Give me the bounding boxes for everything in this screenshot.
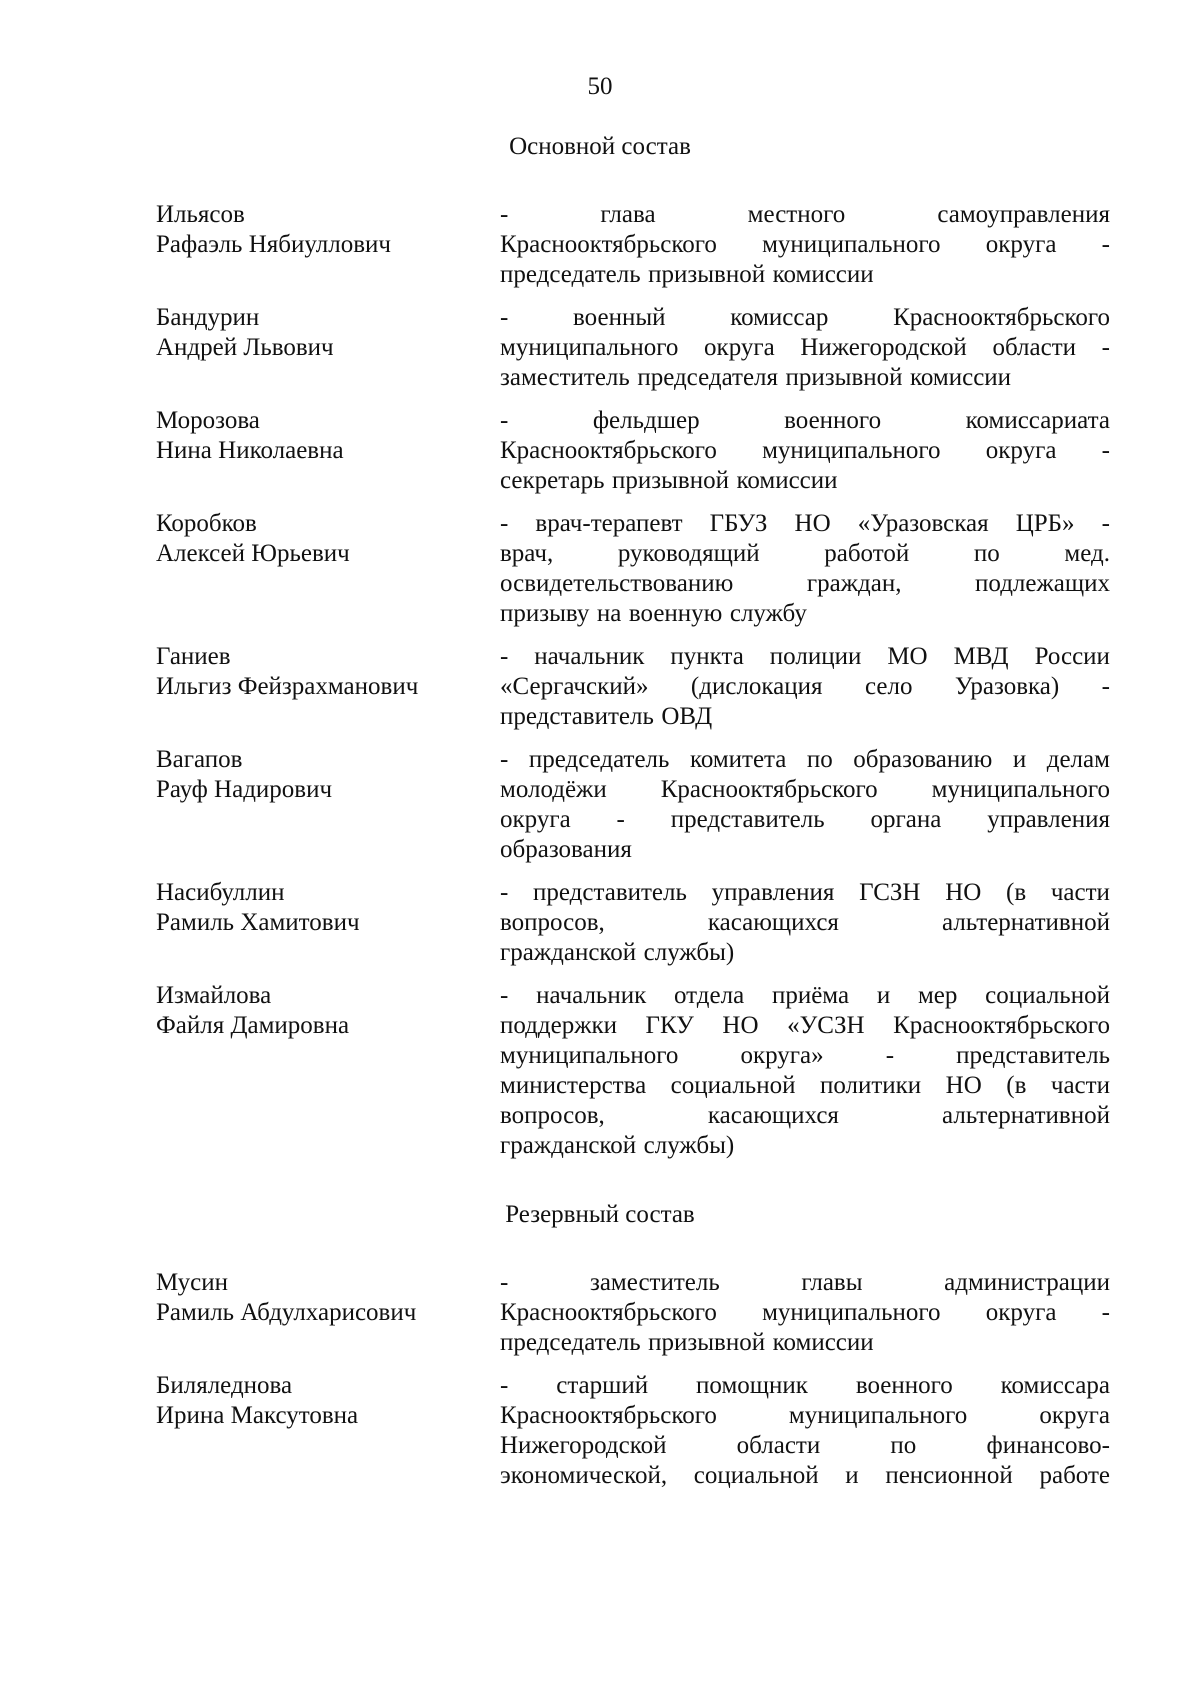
role-line: Нижегородской области по финансово- — [500, 1432, 1110, 1459]
member-given-names: Алексей Юрьевич — [156, 540, 350, 567]
role-line: представитель ОВД — [500, 703, 713, 730]
member-given-names: Ирина Максутовна — [156, 1402, 359, 1429]
member-given-names: Нина Николаевна — [156, 437, 344, 464]
member-given-names: Ильгиз Фейзрахманович — [156, 673, 419, 700]
member-role — [500, 200, 1110, 290]
member-role — [500, 878, 1110, 968]
member-surname: Измайлова — [156, 982, 272, 1009]
role-line: - врач-терапевт ГБУЗ НО «Уразовская ЦРБ» - — [500, 510, 1110, 537]
member-surname: Ганиев — [156, 643, 231, 670]
member-name — [156, 406, 456, 466]
member-role — [500, 509, 1110, 629]
role-line: поддержки ГКУ НО «УСЗН Краснооктябрьского — [500, 1012, 1110, 1039]
role-line: - председатель комитета по образованию и делам — [500, 746, 1110, 773]
member-surname: Мусин — [156, 1269, 228, 1296]
member-name — [156, 1268, 456, 1328]
member-name — [156, 642, 456, 702]
member-given-names: Рафаэль Нябиуллович — [156, 231, 391, 258]
member-role — [500, 1371, 1110, 1491]
role-line: председатель призывной комиссии — [500, 1329, 874, 1356]
member-name — [156, 745, 456, 805]
role-line: - старший помощник военного комиссара — [500, 1372, 1110, 1399]
member-surname: Насибуллин — [156, 879, 285, 906]
member-role — [500, 1268, 1110, 1358]
role-line: муниципального округа Нижегородской области - — [500, 334, 1110, 361]
role-line: Краснооктябрьского муниципального округа — [500, 1402, 1110, 1429]
role-line: «Сергачский» (дислокация село Уразовка) - — [500, 673, 1110, 700]
member-surname: Коробков — [156, 510, 257, 537]
role-line: вопросов, касающихся альтернативной — [500, 1102, 1110, 1129]
role-line: заместитель председателя призывной комиссии — [500, 364, 1012, 391]
member-given-names: Рамиль Абдулхарисович — [156, 1299, 417, 1326]
member-role — [500, 642, 1110, 732]
role-line: призыву на военную службу — [500, 600, 807, 627]
role-line: округа - представитель органа управления — [500, 806, 1110, 833]
role-line: гражданской службы) — [500, 1132, 735, 1159]
role-line: - начальник отдела приёма и мер социальной — [500, 982, 1110, 1009]
role-line: образования — [500, 836, 632, 863]
section-title-main: Основной состав — [509, 133, 691, 160]
member-name — [156, 1371, 456, 1431]
role-line: секретарь призывной комиссии — [500, 467, 838, 494]
member-surname: Вагапов — [156, 746, 243, 773]
member-name — [156, 981, 456, 1041]
role-line: вопросов, касающихся альтернативной — [500, 909, 1110, 936]
role-line: молодёжи Краснооктябрьского муниципального — [500, 776, 1110, 803]
role-line: муниципального округа» - представитель — [500, 1042, 1110, 1069]
member-surname: Морозова — [156, 407, 260, 434]
role-line: экономической, социальной и пенсионной работе — [500, 1462, 1110, 1489]
role-line: Краснооктябрьского муниципального округа - — [500, 1299, 1110, 1326]
member-given-names: Файля Дамировна — [156, 1012, 350, 1039]
member-role — [500, 303, 1110, 393]
role-line: - представитель управления ГСЗН НО (в части — [500, 879, 1110, 906]
role-line: - военный комиссар Краснооктябрьского — [500, 304, 1110, 331]
role-line: гражданской службы) — [500, 939, 735, 966]
role-line: - заместитель главы администрации — [500, 1269, 1110, 1296]
role-line: - начальник пункта полиции МО МВД России — [500, 643, 1110, 670]
role-line: - глава местного самоуправления — [500, 201, 1110, 228]
role-line: врач, руководящий работой по мед. — [500, 540, 1110, 567]
role-line: - фельдшер военного комиссариата — [500, 407, 1110, 434]
member-given-names: Андрей Львович — [156, 334, 334, 361]
member-name — [156, 303, 456, 363]
role-line: Краснооктябрьского муниципального округа - — [500, 231, 1110, 258]
member-name — [156, 878, 456, 938]
member-name — [156, 200, 456, 260]
section-title-reserve: Резервный состав — [505, 1201, 695, 1228]
member-role — [500, 745, 1110, 865]
member-given-names: Рауф Надирович — [156, 776, 333, 803]
member-surname: Бандурин — [156, 304, 260, 331]
member-role — [500, 406, 1110, 496]
member-name — [156, 509, 456, 569]
member-surname: Ильясов — [156, 201, 245, 228]
role-line: освидетельствованию граждан, подлежащих — [500, 570, 1110, 597]
member-role — [500, 981, 1110, 1161]
role-line: министерства социальной политики НО (в части — [500, 1072, 1110, 1099]
member-given-names: Рамиль Хамитович — [156, 909, 360, 936]
role-line: Краснооктябрьского муниципального округа - — [500, 437, 1110, 464]
role-line: председатель призывной комиссии — [500, 261, 874, 288]
member-surname: Биляледнова — [156, 1372, 293, 1399]
page-number: 50 — [587, 73, 613, 100]
